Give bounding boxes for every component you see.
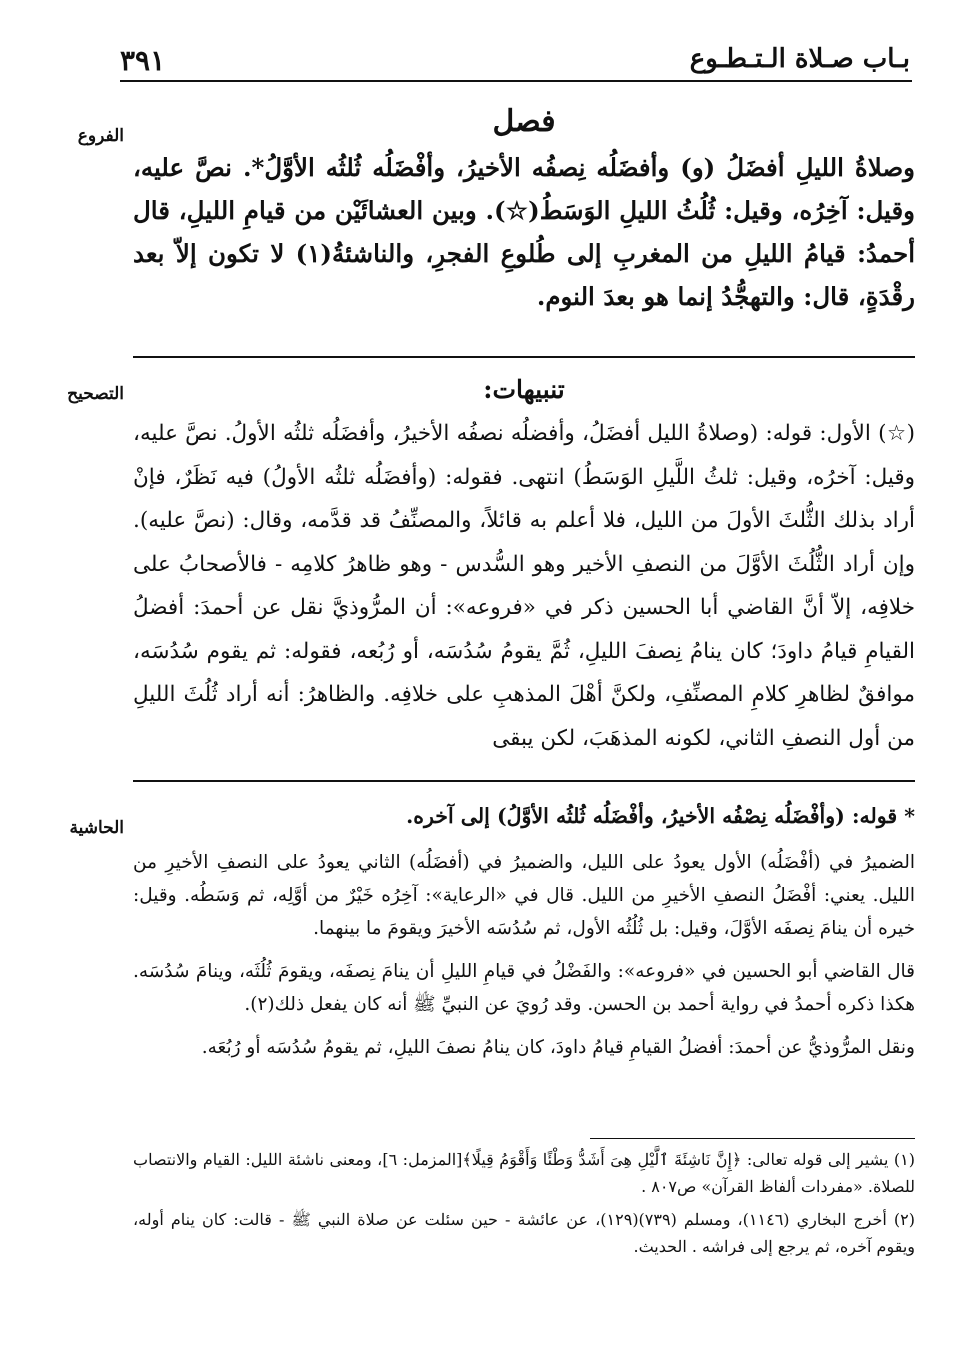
furu-section xyxy=(133,98,915,318)
footnote-2: (٢) أخرج البخاري (١١٤٦)، ومسلم (٧٣٩)(١٢٩)، عن عائشة - حين سئلت عن صلاة النبي ﷺ - قالت: كان ينام أوله، ويقوم آخره، ثم يرجع إلى فراشه . الحديث. xyxy=(133,1210,915,1256)
label-furu: الفروع xyxy=(77,126,124,146)
header-rule xyxy=(120,80,912,82)
hashiya-paragraph: قال القاضي أبو الحسين في «فروعه»: والفَضْلُ في قيامِ الليلِ أن ينامَ نِصفَه، ويقومَ ثُلُثَه، وينامَ سُدُسَه. هكذا ذكره أحمدُ في رواية أحمد بن الحسن. وقد رُويَ عن النبيِّ ﷺ أنه كان يفعل ذلك(٢). xyxy=(133,961,915,1015)
hashiya-lemma: * قوله: (وأفْضَلُه نِصْفُه الأخيرُ، وأفْضَلُه ثُلثُه الأوَّلُ) إلى آخره. xyxy=(406,804,915,828)
hashiya-section xyxy=(133,796,915,1064)
running-title: بـاب صـلاة الـتـطـوع xyxy=(689,44,910,74)
furu-title: فصل xyxy=(492,104,556,139)
footnote-1: (١) يشير إلى قوله تعالى: ﴿إِنَّ نَاشِئَةَ ٱلَّيْلِ هِىَ أَشَدُّ وَطْئًا وَأَقْوَمُ قِيلًا﴾[المزمل: ٦]، ومعنى ناشئة الليل: القيام والانتصاب للصلاة. «مفردات ألفاظ القرآن» ص٨٠٧ . xyxy=(133,1150,915,1196)
section-rule-2 xyxy=(133,780,915,782)
tashih-text: (☆) الأول: قوله: (وصلاةُ الليل أفضَلُ، وأفضلُه نصفُه الأخيرُ، وأفضَلُه ثلثُه الأولُ. نصَّ عليه، وقيل: آخرُه، وقيل: ثلثُ اللَّيلِ الوَسَطُ) انتهى. فقوله: (وأفضَلُه ثلثُه الأولُ) فيه نَظَرٌ، فإنْ أراد بذلك الثُّلثَ الأولَ من الليل، فلا أعلم به قائلاً، والمصنِّفُ قد قدَّمه، وقال: (نصَّ عليه). وإن أراد الثُّلُثَ الأوَّلَ من النصفِ الأخير وهو السُّدس - وهو ظاهرُ كلامِه - فالأصحابُ على خلافِه، إلاّ أنَّ القاضي أبا الحسين ذكر في «فروعه»: أن المرُّوذيَّ نقل عن أحمدَ: أفضلُ القيامِ قيامُ داودَ؛ كان ينامُ نِصفَ الليلِ، ثُمَّ يقومُ سُدُسَه، أو رُبُعه، فقوله: ثم يقوم سُدُسَه، موافقٌ لظاهرِ كلامِ المصنِّفِ، ولكنَّ أهْلَ المذهبِ على خلافِه. والظاهرُ: أنه أراد ثُلُثَ الليلِ من أول النصفِ الثاني، لكونه المذهَبَ، لكن يبقى xyxy=(133,421,915,751)
tashih-title: تنبيهات: xyxy=(483,375,565,404)
hashiya-paragraph: الضميرُ في (أفْضَلُه) الأول يعودُ على الليل، والضميرُ في (أفضَلُه) الثاني يعودُ على النصفِ الأخيرِ من الليل. يعني: أفْضَلُ النصفِ الأخيرِ من الليل. قال في «الرعاية»: آخِرُه خَيْرٌ من أوَّلِه، ثم وَسَطُه. وقيل: خيره أن ينامَ نِصفَه الأوَّلَ، وقيل: بل ثُلُثُه الأول، ثم سُدُسَه الأخيرَ ويقومَ ما بينهما. xyxy=(133,852,915,939)
hashiya-paragraph: ونقل المرُّوذيُّ عن أحمدَ: أفضلُ القيامِ قيامُ داودَ، كان ينامُ نصفَ الليلِ، ثم يقومُ سُدُسَه أو رُبُعَه. xyxy=(201,1037,915,1058)
section-rule-1 xyxy=(133,356,915,358)
label-tashih: التصحيح xyxy=(67,384,124,404)
furu-text: وصلاةُ الليلِ أفضَلُ (و) وأفضَلُه نِصفُه الأخيرُ، وأفْضَلُه ثُلثُه الأوَّلُ*. نصَّ عليه، وقيل: آخِرُه، وقيل: ثُلُثُ الليلِ الوَسَطُ(☆). وبين العشائَيْن من قيامِ الليلِ، قال أحمدُ: قيامُ الليلِ من المغربِ إلى طُلوعِ الفجرِ، والناشئةُ(١) لا تكون إلاّ بعد رقْدَةٍ، قال: والتهجُّدُ إنما هو بعدَ النوم. xyxy=(133,153,916,311)
footnote-rule xyxy=(590,1138,915,1139)
running-head xyxy=(120,44,910,78)
tashih-section xyxy=(133,368,915,760)
footnotes xyxy=(133,1146,915,1260)
label-hashiya: الحاشية xyxy=(69,818,124,838)
page-number: ٣٩١ xyxy=(120,44,166,77)
